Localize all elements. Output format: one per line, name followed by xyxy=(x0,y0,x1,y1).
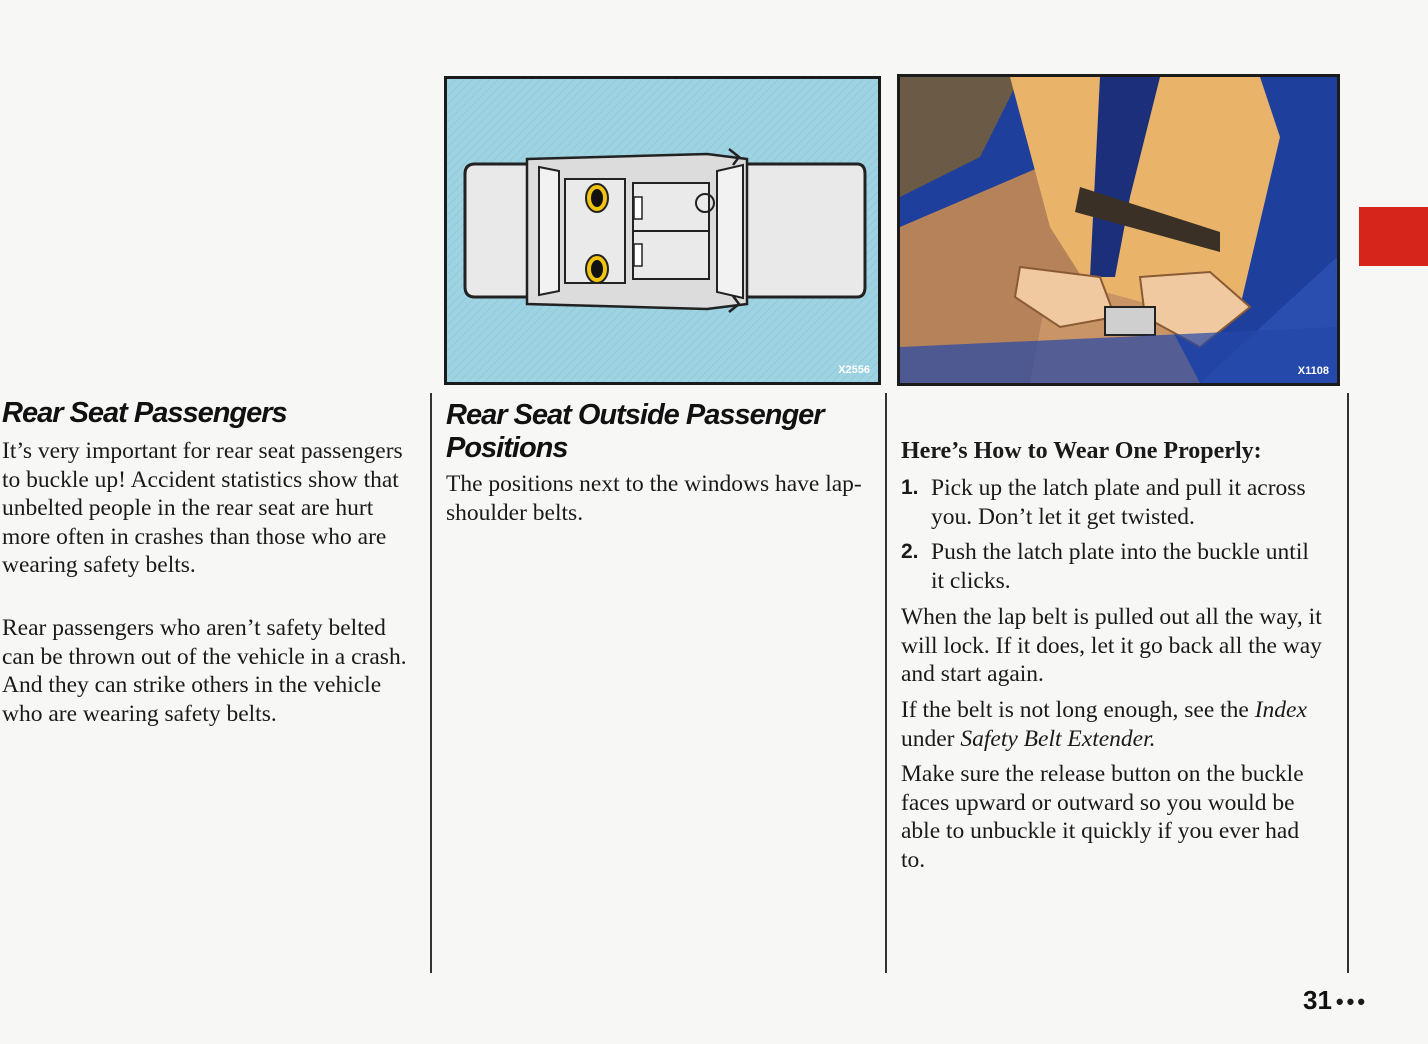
column-divider-right xyxy=(1347,393,1349,973)
figure-car-top-view xyxy=(444,76,881,385)
figure-code-car: X2556 xyxy=(838,364,870,376)
figure-wearing-belt xyxy=(897,74,1340,386)
safety-belt-extender-reference: Safety Belt Extender. xyxy=(960,725,1156,752)
index-reference: Index xyxy=(1254,697,1307,723)
page-dots: ••• xyxy=(1335,989,1369,1014)
list-item xyxy=(901,474,1321,531)
step-text: Push the latch plate into the buckle until it clicks. xyxy=(931,539,1309,594)
step-text: Pick up the latch plate and pull it across you. Don’t let it get twisted. xyxy=(931,475,1306,530)
paragraph-belt-lock: When the lap belt is pulled out all the way, it will lock. If it does, let it go back all the way and start again. xyxy=(901,604,1322,687)
paragraph-outside-positions: The positions next to the windows have lap-shoulder belts. xyxy=(446,471,862,526)
paragraph-release-button: Make sure the release button on the buckle faces upward or outward so you would be able to unbuckle it quickly if you ever had to. xyxy=(901,761,1304,873)
paragraph-rear-seat-intro: It’s very important for rear seat passengers to buckle up! Accident statistics show that unbelted people in the rear seat are hurt more often in crashes than those who are wearing safety belts. xyxy=(2,438,403,578)
car-top-view-illustration xyxy=(447,79,878,382)
paragraph-rear-seat-thrown: Rear passengers who aren’t safety belted can be thrown out of the vehicle in a crash. And they can strike others in the vehicle who are wearing safety belts. xyxy=(2,615,407,727)
extender-text-b: under xyxy=(901,725,961,752)
paragraph-belt-extender xyxy=(901,696,1321,753)
extender-text-a: If the belt is not long enough, see the xyxy=(901,697,1255,723)
page-number: 31 xyxy=(1303,985,1332,1015)
step-number: 2. xyxy=(901,540,919,563)
list-item xyxy=(901,538,1321,595)
page-number-block xyxy=(1303,985,1368,1016)
figure-code-belt: X1108 xyxy=(1297,365,1329,377)
heading-outside-passenger-positions: Rear Seat Outside Passenger Positions xyxy=(446,399,824,464)
step-number: 1. xyxy=(901,476,919,499)
column-divider-middle xyxy=(885,393,887,973)
column-divider-left xyxy=(430,393,432,973)
belt-wearing-illustration xyxy=(900,77,1337,383)
heading-how-to-wear: Here’s How to Wear One Properly: xyxy=(901,438,1262,464)
steps-list xyxy=(901,474,1321,595)
section-tab-marker xyxy=(1359,207,1428,266)
heading-rear-seat-passengers: Rear Seat Passengers xyxy=(2,397,287,429)
